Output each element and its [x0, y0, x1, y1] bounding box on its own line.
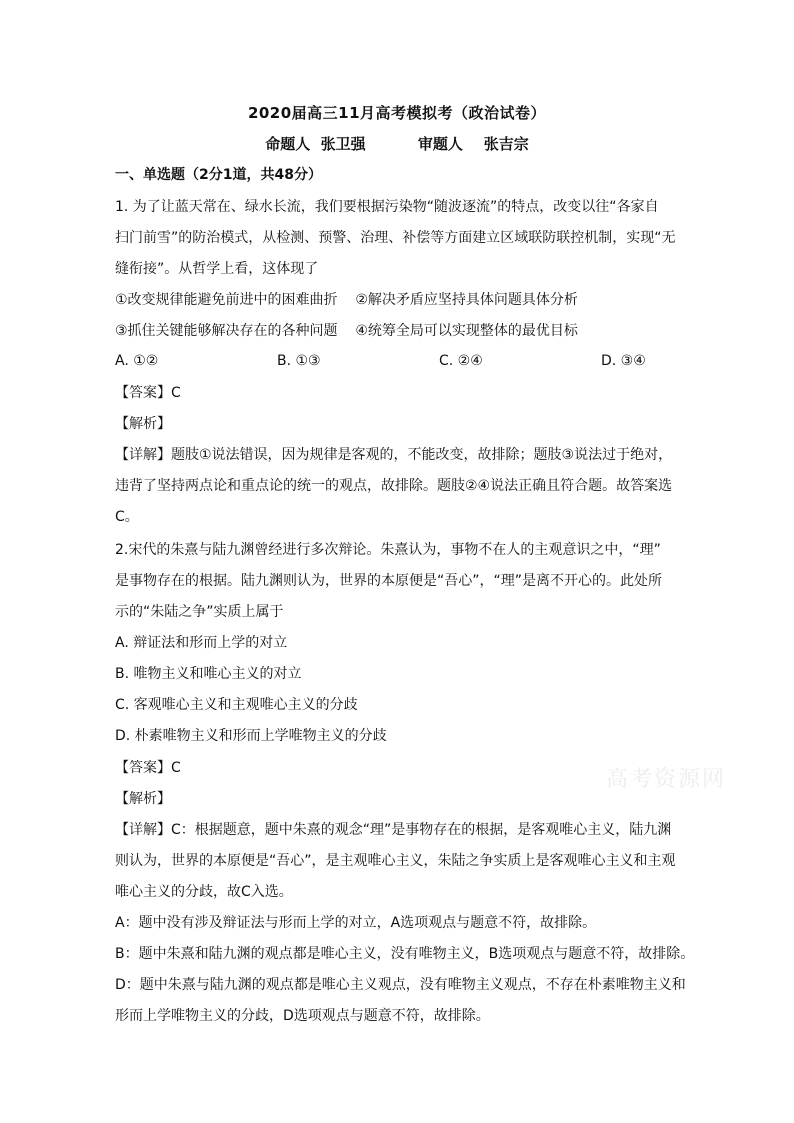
q2-detail-line-7: 形而上学唯物主义的分歧，D选项观点与题意不符，故排除。	[115, 1008, 490, 1024]
exam-title: 2020届高三11月高考模拟考（政治试卷）	[247, 104, 547, 122]
q1-detail-line-1: 【详解】题肢①说法错误，因为规律是客观的，不能改变，故排除；题肢③说法过于绝对，	[115, 447, 673, 463]
watermark: 高考资源网	[606, 767, 727, 792]
q1-statements-line-1: ①改变规律能避免前进中的困难曲折 ②解决矛盾应坚持具体问题具体分析	[115, 292, 578, 308]
q1-stem-line-1: 1. 为了让蓝天常在、绿水长流，我们要根据污染物“随波逐流”的特点，改变以往“各家自	[115, 199, 659, 215]
q1-option-c: C. ②④	[439, 353, 483, 369]
q1-option-b: B. ①③	[277, 353, 321, 369]
q2-option-b: B. 唯物主义和唯心主义的对立	[115, 666, 302, 682]
q2-detail-line-1: 【详解】C：根据题意，题中朱熹的观念“理”是事物存在的根据，是客观唯心主义，陆九渊	[115, 822, 672, 838]
q1-option-d: D. ③④	[601, 353, 646, 369]
q1-detail-line-3: C。	[115, 509, 139, 525]
q2-option-a: A. 辩证法和形而上学的对立	[115, 635, 288, 651]
q1-stem-line-3: 缝衔接”。从哲学上看，这体现了	[115, 261, 319, 277]
q2-stem-line-2: 是事物存在的根据。陆九渊则认为，世界的本原便是“吾心”，“理”是离不开心的。此处所	[115, 573, 663, 589]
q2-answer: 【答案】C	[115, 760, 181, 776]
q2-analysis-label: 【解析】	[115, 791, 171, 807]
q2-detail-line-5: B：题中朱熹和陆九渊的观点都是唯心主义，没有唯物主义，B选项观点与题意不符，故排除。	[115, 946, 695, 962]
q1-options	[115, 353, 675, 369]
q1-analysis-label: 【解析】	[115, 416, 171, 432]
q2-option-c: C. 客观唯心主义和主观唯心主义的分歧	[115, 697, 358, 713]
q1-option-a: A. ①②	[115, 353, 159, 369]
section-heading: 一、单选题（2分1道，共48分）	[115, 167, 322, 183]
q2-detail-line-6: D：题中朱熹与陆九渊的观点都是唯心主义观点，没有唯物主义观点，不存在朴素唯物主义和	[115, 977, 686, 993]
q2-detail-line-2: 则认为，世界的本原便是“吾心”，是主观唯心主义，朱陆之争实质上是客观唯心主义和主观	[115, 853, 676, 869]
q1-detail-line-2: 违背了坚持两点论和重点论的统一的观点，故排除。题肢②④说法正确且符合题。故答案选	[115, 478, 673, 494]
q1-statements-line-2: ③抓住关键能够解决存在的各种问题 ④统筹全局可以实现整体的最优目标	[115, 323, 578, 339]
q2-stem-line-1: 2.宋代的朱熹与陆九渊曾经进行多次辩论。朱熹认为，事物不在人的主观意识之中，“理”	[115, 542, 661, 558]
q1-answer: 【答案】C	[115, 385, 181, 401]
q2-detail-line-4: A：题中没有涉及辩证法与形而上学的对立，A选项观点与题意不符，故排除。	[115, 915, 597, 931]
q2-detail-line-3: 唯心主义的分歧，故C入选。	[115, 884, 293, 900]
q1-stem-line-2: 扫门前雪”的防治模式，从检测、预警、治理、补偿等方面建立区域联防联控机制，实现“无	[115, 230, 676, 246]
q2-stem-line-3: 示的“朱陆之争”实质上属于	[115, 604, 284, 620]
q2-option-d: D. 朴素唯物主义和形而上学唯物主义的分歧	[115, 728, 387, 744]
exam-authors: 命题人 张卫强 审题人 张吉宗	[265, 135, 529, 153]
